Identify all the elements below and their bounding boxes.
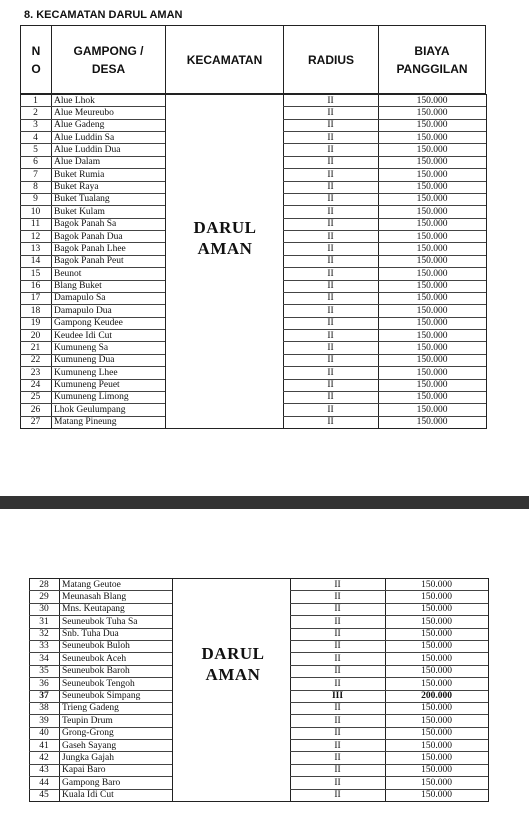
row-number: 10 (30, 206, 41, 217)
gampong-name: Seuneubok Baroh (62, 666, 130, 677)
gampong-name: Seuneubok Aceh (62, 653, 127, 664)
fee-value: 150.000 (416, 219, 448, 230)
radius-value: II (327, 182, 334, 193)
row-number: 4 (33, 132, 38, 143)
fee-value: 150.000 (416, 268, 448, 279)
row-number: 29 (39, 591, 49, 602)
gampong-name: Alue Lhok (54, 95, 95, 106)
radius-value: II (334, 715, 341, 726)
row-number: 23 (30, 367, 41, 378)
row-number: 42 (39, 752, 49, 763)
radius-value: II (327, 132, 334, 143)
fee-value: 150.000 (421, 728, 452, 739)
radius-value: II (327, 107, 334, 118)
fee-value: 150.000 (416, 132, 448, 143)
fee-value: 150.000 (416, 95, 448, 106)
gampong-name: Seuneubok Simpang (62, 691, 141, 701)
radius-value: III (331, 691, 344, 701)
radius-value: II (327, 231, 334, 242)
fee-value: 150.000 (421, 641, 452, 652)
gampong-name: Grong-Grong (62, 728, 114, 739)
row-number: 5 (33, 144, 38, 155)
gampong-name: Mns. Keutapang (62, 604, 125, 615)
radius-value: II (334, 728, 341, 739)
radius-value: II (327, 367, 334, 378)
gampong-name: Damapulo Sa (54, 293, 106, 304)
radius-value: II (327, 342, 334, 353)
gampong-name: Meunasah Blang (62, 591, 127, 602)
radius-value: II (334, 752, 341, 763)
fee-value: 150.000 (421, 752, 452, 763)
radius-value: II (334, 616, 341, 627)
gampong-name: Kumuneng Dua (54, 355, 115, 366)
fee-value: 150.000 (416, 157, 448, 168)
radius-value: II (327, 243, 334, 254)
fee-value: 150.000 (421, 629, 452, 640)
fee-value: 150.000 (416, 367, 448, 378)
gampong-name: Buket Rumia (54, 169, 105, 180)
fee-value: 150.000 (416, 318, 448, 329)
fee-value: 150.000 (416, 281, 448, 292)
row-number: 17 (30, 293, 41, 304)
fee-value: 150.000 (416, 206, 448, 217)
gampong-name: Matang Pineung (54, 417, 117, 428)
row-number: 24 (30, 380, 41, 391)
gampong-name: Buket Raya (54, 182, 99, 193)
row-number: 14 (30, 256, 41, 267)
gampong-name: Buket Tualang (54, 194, 110, 205)
row-number: 33 (39, 641, 49, 652)
radius-value: II (327, 194, 334, 205)
kecamatan-label-page-2: DARUL AMAN (201, 644, 265, 684)
radius-value: II (327, 256, 334, 267)
fee-value: 150.000 (421, 740, 452, 751)
fee-value: 150.000 (416, 417, 448, 428)
radius-value: II (327, 268, 334, 279)
gampong-name: Kumuneng Lhee (54, 367, 118, 378)
row-number: 28 (39, 579, 49, 590)
row-number: 40 (39, 728, 49, 739)
radius-value: II (327, 120, 334, 131)
row-number: 18 (30, 305, 41, 316)
row-number: 45 (39, 790, 49, 801)
fee-value: 150.000 (416, 404, 448, 415)
gampong-name: Teupin Drum (62, 715, 113, 726)
radius-value: II (327, 206, 334, 217)
fee-value: 150.000 (416, 182, 448, 193)
gampong-name: Kumuneng Limong (54, 392, 129, 403)
gampong-name: Seuneubok Buloh (62, 641, 130, 652)
fee-value: 150.000 (416, 293, 448, 304)
gampong-name: Alue Dalam (54, 157, 101, 168)
gampong-name: Keudee Idi Cut (54, 330, 113, 341)
gampong-name: Gampong Baro (62, 777, 121, 788)
fee-value: 150.000 (416, 194, 448, 205)
radius-value: II (334, 740, 341, 751)
gampong-name: Seuneubok Tuha Sa (62, 616, 138, 627)
radius-value: II (327, 330, 334, 341)
header-radius (283, 25, 379, 94)
gampong-name: Alue Meureubo (54, 107, 114, 118)
fee-value: 150.000 (421, 591, 452, 602)
radius-value: II (334, 629, 341, 640)
header-no (20, 25, 52, 94)
row-number: 25 (30, 392, 41, 403)
fee-value: 150.000 (416, 256, 448, 267)
radius-value: II (327, 305, 334, 316)
table-column-3 (172, 578, 291, 802)
row-number: 6 (33, 157, 38, 168)
header-kecamatan-text: KECAMATAN (186, 52, 263, 67)
fee-value: 150.000 (416, 107, 448, 118)
fee-value: 150.000 (416, 330, 448, 341)
radius-value: II (327, 144, 334, 155)
radius-value: II (327, 169, 334, 180)
header-gampong (51, 25, 166, 94)
row-number: 19 (30, 318, 41, 329)
row-number: 35 (39, 666, 49, 677)
radius-value: II (327, 392, 334, 403)
gampong-name: Blang Buket (54, 281, 102, 292)
radius-value: II (327, 380, 334, 391)
radius-value: II (334, 653, 341, 664)
fee-value: 150.000 (421, 765, 452, 776)
radius-value: II (327, 355, 334, 366)
row-number: 32 (39, 629, 49, 640)
gampong-name: Buket Kulam (54, 206, 105, 217)
radius-value: II (327, 219, 334, 230)
table-column-3 (165, 94, 284, 429)
header-biaya-text: BIAYA PANGGILAN (396, 43, 468, 76)
row-number: 1 (33, 95, 38, 106)
fee-value: 150.000 (421, 604, 452, 615)
radius-value: II (334, 790, 341, 801)
fee-value: 150.000 (421, 703, 452, 714)
kecamatan-label-page-1: DARUL AMAN (193, 218, 257, 258)
row-number: 39 (39, 715, 49, 726)
fee-value: 150.000 (416, 144, 448, 155)
header-gampong-text: GAMPONG / DESA (73, 43, 144, 76)
row-number: 13 (30, 243, 41, 254)
fee-value: 150.000 (416, 342, 448, 353)
gampong-name: Kuala Idi Cut (62, 790, 114, 801)
row-number: 44 (39, 777, 49, 788)
row-number: 34 (39, 653, 49, 664)
radius-value: II (327, 417, 334, 428)
radius-value: II (327, 318, 334, 329)
gampong-name: Lhok Geulumpang (54, 404, 126, 415)
gampong-name: Alue Gadeng (54, 120, 105, 131)
header-no-text: N O (31, 43, 41, 76)
gampong-name: Bagok Panah Dua (54, 231, 123, 242)
row-number: 41 (39, 740, 49, 751)
radius-value: II (334, 765, 341, 776)
fee-value: 150.000 (421, 715, 452, 726)
row-number: 15 (30, 268, 41, 279)
row-number: 22 (30, 355, 41, 366)
gampong-name: Damapulo Dua (54, 305, 112, 316)
row-number: 3 (33, 120, 38, 131)
fee-value: 150.000 (421, 579, 452, 590)
gampong-name: Jungka Gajah (62, 752, 114, 763)
fee-value: 150.000 (421, 666, 452, 677)
row-number: 11 (30, 219, 41, 230)
fee-value: 200.000 (421, 691, 452, 701)
row-number: 7 (33, 169, 38, 180)
gampong-name: Gampong Keudee (54, 318, 123, 329)
row-number: 26 (30, 404, 41, 415)
row-number: 37 (39, 691, 49, 701)
fee-value: 150.000 (416, 169, 448, 180)
gampong-name: Alue Luddin Sa (54, 132, 115, 143)
row-number: 36 (39, 678, 49, 689)
row-number: 12 (30, 231, 41, 242)
fee-value: 150.000 (416, 392, 448, 403)
row-number: 8 (33, 182, 38, 193)
row-number: 2 (33, 107, 38, 118)
radius-value: II (327, 95, 334, 106)
gampong-name: Trieng Gadeng (62, 703, 119, 714)
row-number: 9 (33, 194, 38, 205)
row-number: 20 (30, 330, 41, 341)
radius-value: II (327, 157, 334, 168)
gampong-name: Kumuneng Peuet (54, 380, 120, 391)
radius-value: II (327, 281, 334, 292)
gampong-name: Gaseh Sayang (62, 740, 117, 751)
row-number: 30 (39, 604, 49, 615)
gampong-name: Snb. Tuha Dua (62, 629, 119, 640)
gampong-name: Beunot (54, 268, 82, 279)
header-radius-text: RADIUS (307, 52, 354, 67)
row-number: 16 (30, 281, 41, 292)
header-kecamatan (165, 25, 284, 94)
fee-value: 150.000 (421, 653, 452, 664)
row-number: 43 (39, 765, 49, 776)
gampong-name: Bagok Panah Sa (54, 219, 117, 230)
row-number: 38 (39, 703, 49, 714)
gampong-name: Kumuneng Sa (54, 342, 109, 353)
row-number: 31 (39, 616, 49, 627)
gampong-name: Bagok Panah Peut (54, 256, 124, 267)
radius-value: II (334, 678, 341, 689)
fee-value: 150.000 (421, 790, 452, 801)
page-divider (0, 496, 529, 509)
gampong-name: Matang Geutoe (62, 579, 121, 590)
gampong-name: Bagok Panah Lhee (54, 243, 126, 254)
radius-value: II (334, 777, 341, 788)
radius-value: II (334, 604, 341, 615)
fee-value: 150.000 (416, 305, 448, 316)
fee-value: 150.000 (421, 678, 452, 689)
fee-value: 150.000 (416, 231, 448, 242)
fee-value: 150.000 (421, 777, 452, 788)
radius-value: II (327, 404, 334, 415)
gampong-name: Kapai Baro (62, 765, 106, 776)
header-biaya (378, 25, 486, 94)
radius-value: II (327, 293, 334, 304)
row-number: 21 (30, 342, 41, 353)
fee-value: 150.000 (416, 355, 448, 366)
radius-value: II (334, 666, 341, 677)
radius-value: II (334, 591, 341, 602)
radius-value: II (334, 579, 341, 590)
gampong-name: Seuneubok Tengoh (62, 678, 135, 689)
fee-value: 150.000 (421, 616, 452, 627)
fee-value: 150.000 (416, 243, 448, 254)
row-number: 27 (30, 417, 41, 428)
radius-value: II (334, 703, 341, 714)
fee-value: 150.000 (416, 120, 448, 131)
radius-value: II (334, 641, 341, 652)
fee-value: 150.000 (416, 380, 448, 391)
gampong-name: Alue Luddin Dua (54, 144, 121, 155)
section-title: 8. KECAMATAN DARUL AMAN (24, 9, 183, 21)
